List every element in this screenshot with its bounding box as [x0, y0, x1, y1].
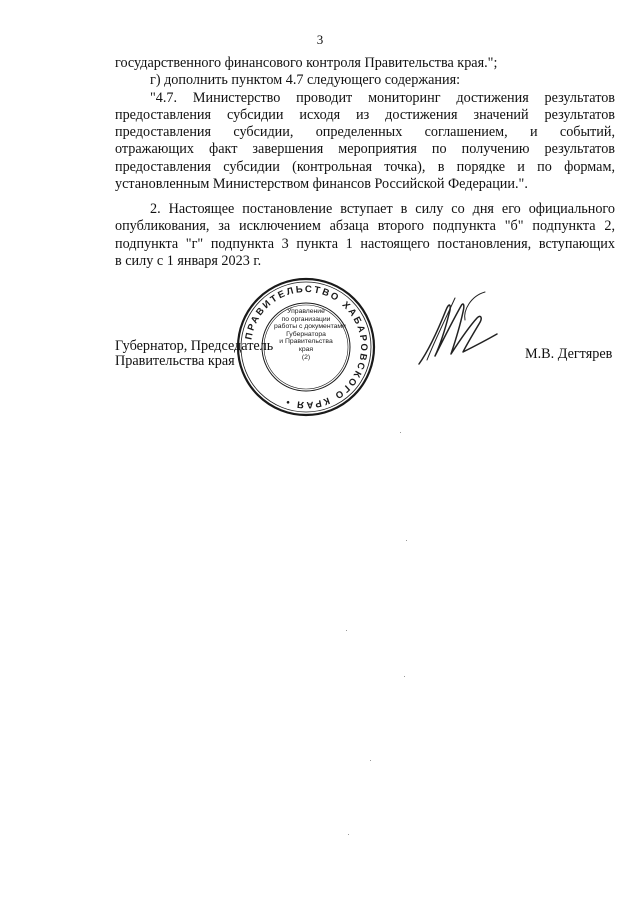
text-line: в силу с 1 января 2023 г. [115, 252, 262, 269]
text-line: государственного финансового контроля Правительства края."; [115, 55, 498, 71]
seal-line: и Правительства [279, 338, 333, 346]
seal-line: по организации [281, 315, 331, 323]
handwritten-signature [405, 290, 505, 375]
text-line: подпункта "г" подпункта 3 пункта 1 настоящего постановления, вступающих [115, 235, 615, 252]
seal-line: Управление [287, 308, 325, 315]
signatory-position [115, 339, 273, 369]
text-line: установленным Министерством финансов Российской Федерации.". [115, 176, 528, 193]
text-line: "4.7. Министерство проводит мониторинг достижения результатов [150, 89, 615, 106]
text-line: 2. Настоящее постановление вступает в силу со дня его официального [150, 201, 615, 217]
seal-line: работы с документами [274, 323, 346, 331]
seal-center-text [274, 308, 346, 361]
seal-line: (2) [301, 353, 311, 361]
text-line: предоставления субсидии (контрольная точка), в порядке и по формам, [115, 158, 615, 175]
svg-text:ПРАВИТЕЛЬСТВО ХАБАРОВСКОГО КРА: ПРАВИТЕЛЬСТВО ХАБАРОВСКОГО КРАЯ • [243, 283, 370, 411]
signatory-name: М.В. Дегтярев [525, 346, 613, 362]
scan-speck [404, 676, 405, 677]
text-line: предоставления субсидии, определенных соглашением, и событий, [115, 124, 615, 141]
scan-speck [400, 432, 401, 433]
scan-speck [406, 540, 407, 541]
seal-line: Губернатора [286, 330, 326, 338]
paragraph-effective-date [115, 201, 615, 270]
page-number: 3 [316, 32, 324, 47]
position-line: Правительства края [115, 353, 235, 369]
text-line: опубликования, за исключением абзаца второго подпункта "б" подпункта 2, [115, 218, 615, 235]
scan-speck [348, 834, 349, 835]
scan-speck [370, 760, 371, 761]
scan-speck [346, 630, 347, 631]
text-line: отражающих факт завершения мероприятия по получению результатов [115, 141, 615, 158]
position-line: Губернатор, Председатель [115, 338, 274, 354]
text-line: г) дополнить пунктом 4.7 следующего содержания: [150, 72, 461, 89]
paragraph-amendments [115, 55, 615, 193]
text-line: предоставления субсидии исходя из достижения значений результатов [115, 106, 615, 123]
seal-line: края [298, 345, 314, 353]
